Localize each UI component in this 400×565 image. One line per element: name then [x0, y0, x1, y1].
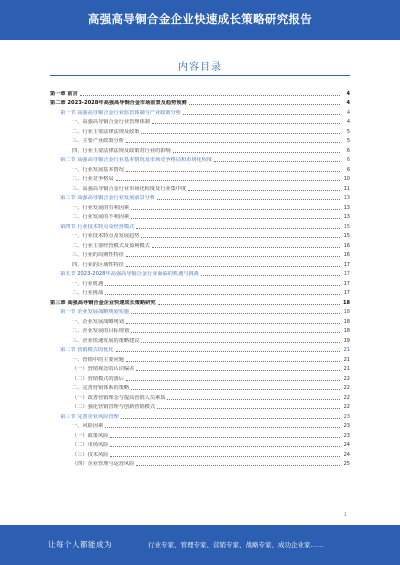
toc-entry-text: 第二节 营销模式的优化: [60, 347, 114, 353]
toc-entry-text: 三、企业快速发展的策略建议: [72, 337, 140, 344]
toc-entry-text: 第四节 行业技术特点及经营模式: [60, 223, 135, 230]
toc-entry-page: 15: [343, 223, 350, 230]
toc-leader-dots: [189, 104, 340, 105]
toc-leader-dots: [126, 171, 340, 172]
toc-entry-text: （一）政策风险: [72, 432, 109, 439]
toc-entry[interactable]: [50, 277, 350, 287]
toc-entry[interactable]: [50, 429, 350, 439]
toc-entry-page: 25: [343, 461, 350, 467]
toc-entry-page: 22: [343, 375, 350, 382]
toc-entry-text: 一、营销中的主要问题: [72, 356, 124, 363]
toc-entry-page: 13: [343, 214, 350, 220]
toc-entry[interactable]: [50, 382, 350, 392]
toc-leader-dots: [141, 342, 340, 343]
toc-leader-dots: [141, 237, 340, 238]
toc-entry[interactable]: [50, 458, 350, 468]
toc-entry-text: 二、行业主要经营模式及盈利模式: [72, 242, 150, 249]
toc-leader-dots: [126, 256, 340, 257]
toc-entry[interactable]: [50, 325, 350, 335]
toc-entry-text: 一、行业机遇: [72, 280, 104, 287]
toc-entry-page: 17: [343, 280, 350, 287]
toc-entry-page: 4: [346, 100, 350, 106]
toc-entry-text: 一、高强高导铜合金行业管理体制: [72, 119, 150, 125]
toc-entry-page: 4: [346, 90, 350, 97]
toc-entry-page: 6: [346, 147, 350, 154]
toc-entry-text: （二）营销模式的落后: [72, 375, 124, 382]
toc-leader-dots: [183, 114, 340, 115]
toc-entry[interactable]: [50, 306, 350, 316]
header-banner: [0, 0, 400, 40]
toc-entry[interactable]: [50, 353, 350, 363]
toc-entry-text: 二、行业挑战: [72, 290, 104, 296]
toc-entry-page: 6: [346, 166, 350, 173]
toc-entry-text: 第一节 企业发展战略规划实施: [60, 309, 130, 315]
toc-entry[interactable]: [50, 144, 350, 154]
toc-entry-page: 23: [343, 432, 350, 439]
toc-leader-dots: [152, 123, 340, 124]
toc-leader-dots: [110, 456, 340, 457]
toc-entry[interactable]: [50, 315, 350, 325]
toc-entry-page: 6: [346, 157, 350, 163]
toc-entry[interactable]: [50, 439, 350, 449]
toc-leader-dots: [141, 133, 340, 134]
toc-entry-page: 17: [343, 290, 350, 296]
toc-leader-dots: [131, 332, 340, 333]
toc-leader-dots: [214, 161, 340, 162]
toc-divider: [50, 75, 350, 76]
toc-entry[interactable]: [50, 287, 350, 297]
toc-leader-dots: [152, 247, 340, 248]
toc-leader-dots: [167, 399, 340, 400]
toc-entry-page: 16: [343, 242, 350, 249]
toc-entry[interactable]: [50, 391, 350, 401]
footer-slogan: 让每个人都能成为: [48, 540, 112, 549]
toc-entry-page: 4: [346, 119, 350, 125]
toc-entry-page: 21: [343, 347, 350, 353]
toc-entry[interactable]: [50, 420, 350, 430]
toc-entry[interactable]: [50, 249, 350, 259]
toc-entry-text: 第三节 完善企业风险管理: [60, 413, 119, 420]
toc-entry-text: （一）改善营销理念与提高营销人员素质: [72, 394, 166, 401]
toc-entry[interactable]: [50, 363, 350, 373]
toc-entry-page: 22: [343, 404, 350, 410]
toc-entry[interactable]: [50, 268, 350, 278]
toc-entry-page: 5: [346, 138, 350, 144]
toc-entry-text: 二、行业主要法律法规及政策: [72, 128, 140, 135]
toc-entry-page: 21: [343, 356, 350, 363]
toc-list: [50, 87, 350, 467]
toc-entry-page: 19: [343, 337, 350, 344]
toc-entry-page: 22: [343, 385, 350, 391]
toc-entry-text: 四、行业的区域性特征: [72, 261, 124, 268]
toc-entry[interactable]: [50, 173, 350, 183]
toc-entry-text: 二、完善营销体系的策略: [72, 385, 130, 391]
toc-leader-dots: [136, 465, 340, 466]
toc-leader-dots: [131, 389, 340, 390]
toc-leader-dots: [157, 199, 340, 200]
toc-entry-page: 5: [346, 128, 350, 135]
toc-entry-text: 四、行业主要法律法规及政策对行业的影响: [72, 147, 171, 154]
toc-entry[interactable]: [50, 410, 350, 420]
toc-entry[interactable]: [50, 87, 350, 97]
toc-entry-page: 21: [343, 366, 350, 372]
toc-leader-dots: [80, 95, 340, 96]
toc-entry[interactable]: [50, 334, 350, 344]
toc-entry-page: 18: [343, 299, 350, 306]
page-number: 1: [344, 512, 347, 517]
toc-leader-dots: [136, 370, 340, 371]
toc-entry-text: 一、行业发展的有利因素: [72, 204, 130, 211]
toc-entry[interactable]: [50, 97, 350, 107]
toc-leader-dots: [126, 323, 340, 324]
toc-entry[interactable]: [50, 258, 350, 268]
toc-entry-text: 二、企业发展的目标规划: [72, 328, 130, 334]
toc-entry-text: （四）企业管理与运营风险: [72, 461, 135, 467]
footer-tagline: 行业专家、管理专家、营销专家、战略专家、成功企业家……: [148, 541, 324, 549]
toc-entry-text: 第一章 前言: [50, 90, 78, 97]
toc-entry-page: 17: [343, 271, 350, 277]
toc-entry[interactable]: [50, 448, 350, 458]
toc-entry[interactable]: [50, 106, 350, 116]
toc-entry-text: 第一节 高强高导铜合金行业监管体制与产业政策分析: [60, 109, 181, 116]
toc-entry[interactable]: [50, 116, 350, 126]
toc-entry-page: 13: [343, 204, 350, 211]
toc-entry-text: 一、行业发展基本情况: [72, 166, 124, 173]
toc-entry-text: （二）市场风险: [72, 442, 109, 448]
toc-leader-dots: [121, 418, 340, 419]
toc-entry[interactable]: [50, 201, 350, 211]
toc-entry-text: （一）营销观念的认识偏差: [72, 366, 135, 372]
toc-leader-dots: [105, 427, 340, 428]
toc-entry-text: 三、主要产业政策分析: [72, 138, 124, 144]
toc-entry[interactable]: [50, 372, 350, 382]
toc-entry-page: 23: [343, 423, 350, 429]
toc-leader-dots: [131, 218, 340, 219]
toc-entry[interactable]: [50, 401, 350, 411]
toc-leader-dots: [131, 313, 340, 314]
toc-leader-dots: [136, 228, 340, 229]
toc-entry-page: 23: [343, 413, 350, 420]
toc-entry-page: 13: [343, 195, 350, 201]
toc-entry-text: 第二节 高强高导铜合金行业基本情况及市场竞争格局和市场化程度: [60, 157, 213, 163]
toc-leader-dots: [158, 304, 340, 305]
toc-entry-text: （二）强化营销管理与创新营销模式: [72, 404, 156, 410]
toc-entry[interactable]: [50, 135, 350, 145]
toc-leader-dots: [110, 446, 340, 447]
toc-entry[interactable]: [50, 125, 350, 135]
toc-entry[interactable]: [50, 344, 350, 354]
toc-entry-page: 18: [343, 309, 350, 315]
toc-entry[interactable]: [50, 182, 350, 192]
toc-leader-dots: [116, 180, 340, 181]
toc-entry-text: 第五节 2023-2028年高强高导铜合金行业面临的机遇与挑战: [60, 271, 199, 277]
toc-title: 内容目录: [178, 62, 222, 73]
toc-entry-page: 16: [343, 252, 350, 258]
toc-entry[interactable]: [50, 163, 350, 173]
toc-entry-page: 24: [343, 442, 350, 448]
toc-leader-dots: [126, 142, 340, 143]
toc-entry-page: 10: [343, 176, 350, 182]
toc-leader-dots: [126, 380, 340, 381]
toc-leader-dots: [131, 209, 340, 210]
toc-entry[interactable]: [50, 192, 350, 202]
toc-leader-dots: [110, 437, 340, 438]
toc-entry-page: 17: [343, 261, 350, 268]
toc-entry[interactable]: [50, 154, 350, 164]
report-title: 高强高导铜合金企业快速成长策略研究报告: [87, 12, 313, 26]
toc-leader-dots: [173, 152, 340, 153]
toc-entry-text: 一、风险因素: [72, 423, 104, 429]
toc-entry-page: 24: [343, 451, 350, 458]
toc-leader-dots: [188, 190, 340, 191]
toc-entry[interactable]: [50, 211, 350, 221]
toc-leader-dots: [126, 266, 340, 267]
toc-leader-dots: [105, 294, 340, 295]
toc-entry[interactable]: [50, 239, 350, 249]
toc-entry-page: 11: [343, 185, 350, 192]
toc-entry-page: 18: [343, 328, 350, 334]
toc-entry-text: 一、行业技术特点及发展趋势: [72, 233, 140, 239]
toc-entry[interactable]: [50, 296, 350, 306]
toc-leader-dots: [116, 351, 340, 352]
toc-leader-dots: [126, 361, 340, 362]
toc-entry-text: 一、企业发展战略规划: [72, 318, 124, 325]
toc-entry-page: 22: [343, 394, 350, 401]
toc-entry-text: 第二章 2023-2028年高强高导铜合金市场前景及趋势预测: [50, 100, 187, 106]
toc-entry-page: 18: [343, 318, 350, 325]
toc-entry-text: 二、行业发展的不利因素: [72, 214, 130, 220]
toc-entry-page: 15: [343, 233, 350, 239]
toc-entry-page: 4: [346, 109, 350, 116]
toc-leader-dots: [105, 285, 340, 286]
toc-entry-text: 第三章 高强高导铜合金企业快速成长策略研究: [50, 299, 156, 306]
footer-banner: [0, 525, 400, 565]
toc-leader-dots: [201, 275, 340, 276]
toc-leader-dots: [157, 408, 340, 409]
toc-entry-text: （三）技术风险: [72, 451, 109, 458]
toc-entry[interactable]: [50, 230, 350, 240]
toc-entry[interactable]: [50, 220, 350, 230]
toc-entry-text: 第三节 高强高导铜合金行业发展前景分析: [60, 195, 156, 201]
toc-entry-text: 三、行业的周期性特征: [72, 252, 124, 258]
toc-entry-text: 二、行业竞争格局: [72, 176, 114, 182]
toc-entry-text: 三、高强高导铜合金行业市场化程度及行业集中度: [72, 185, 187, 192]
